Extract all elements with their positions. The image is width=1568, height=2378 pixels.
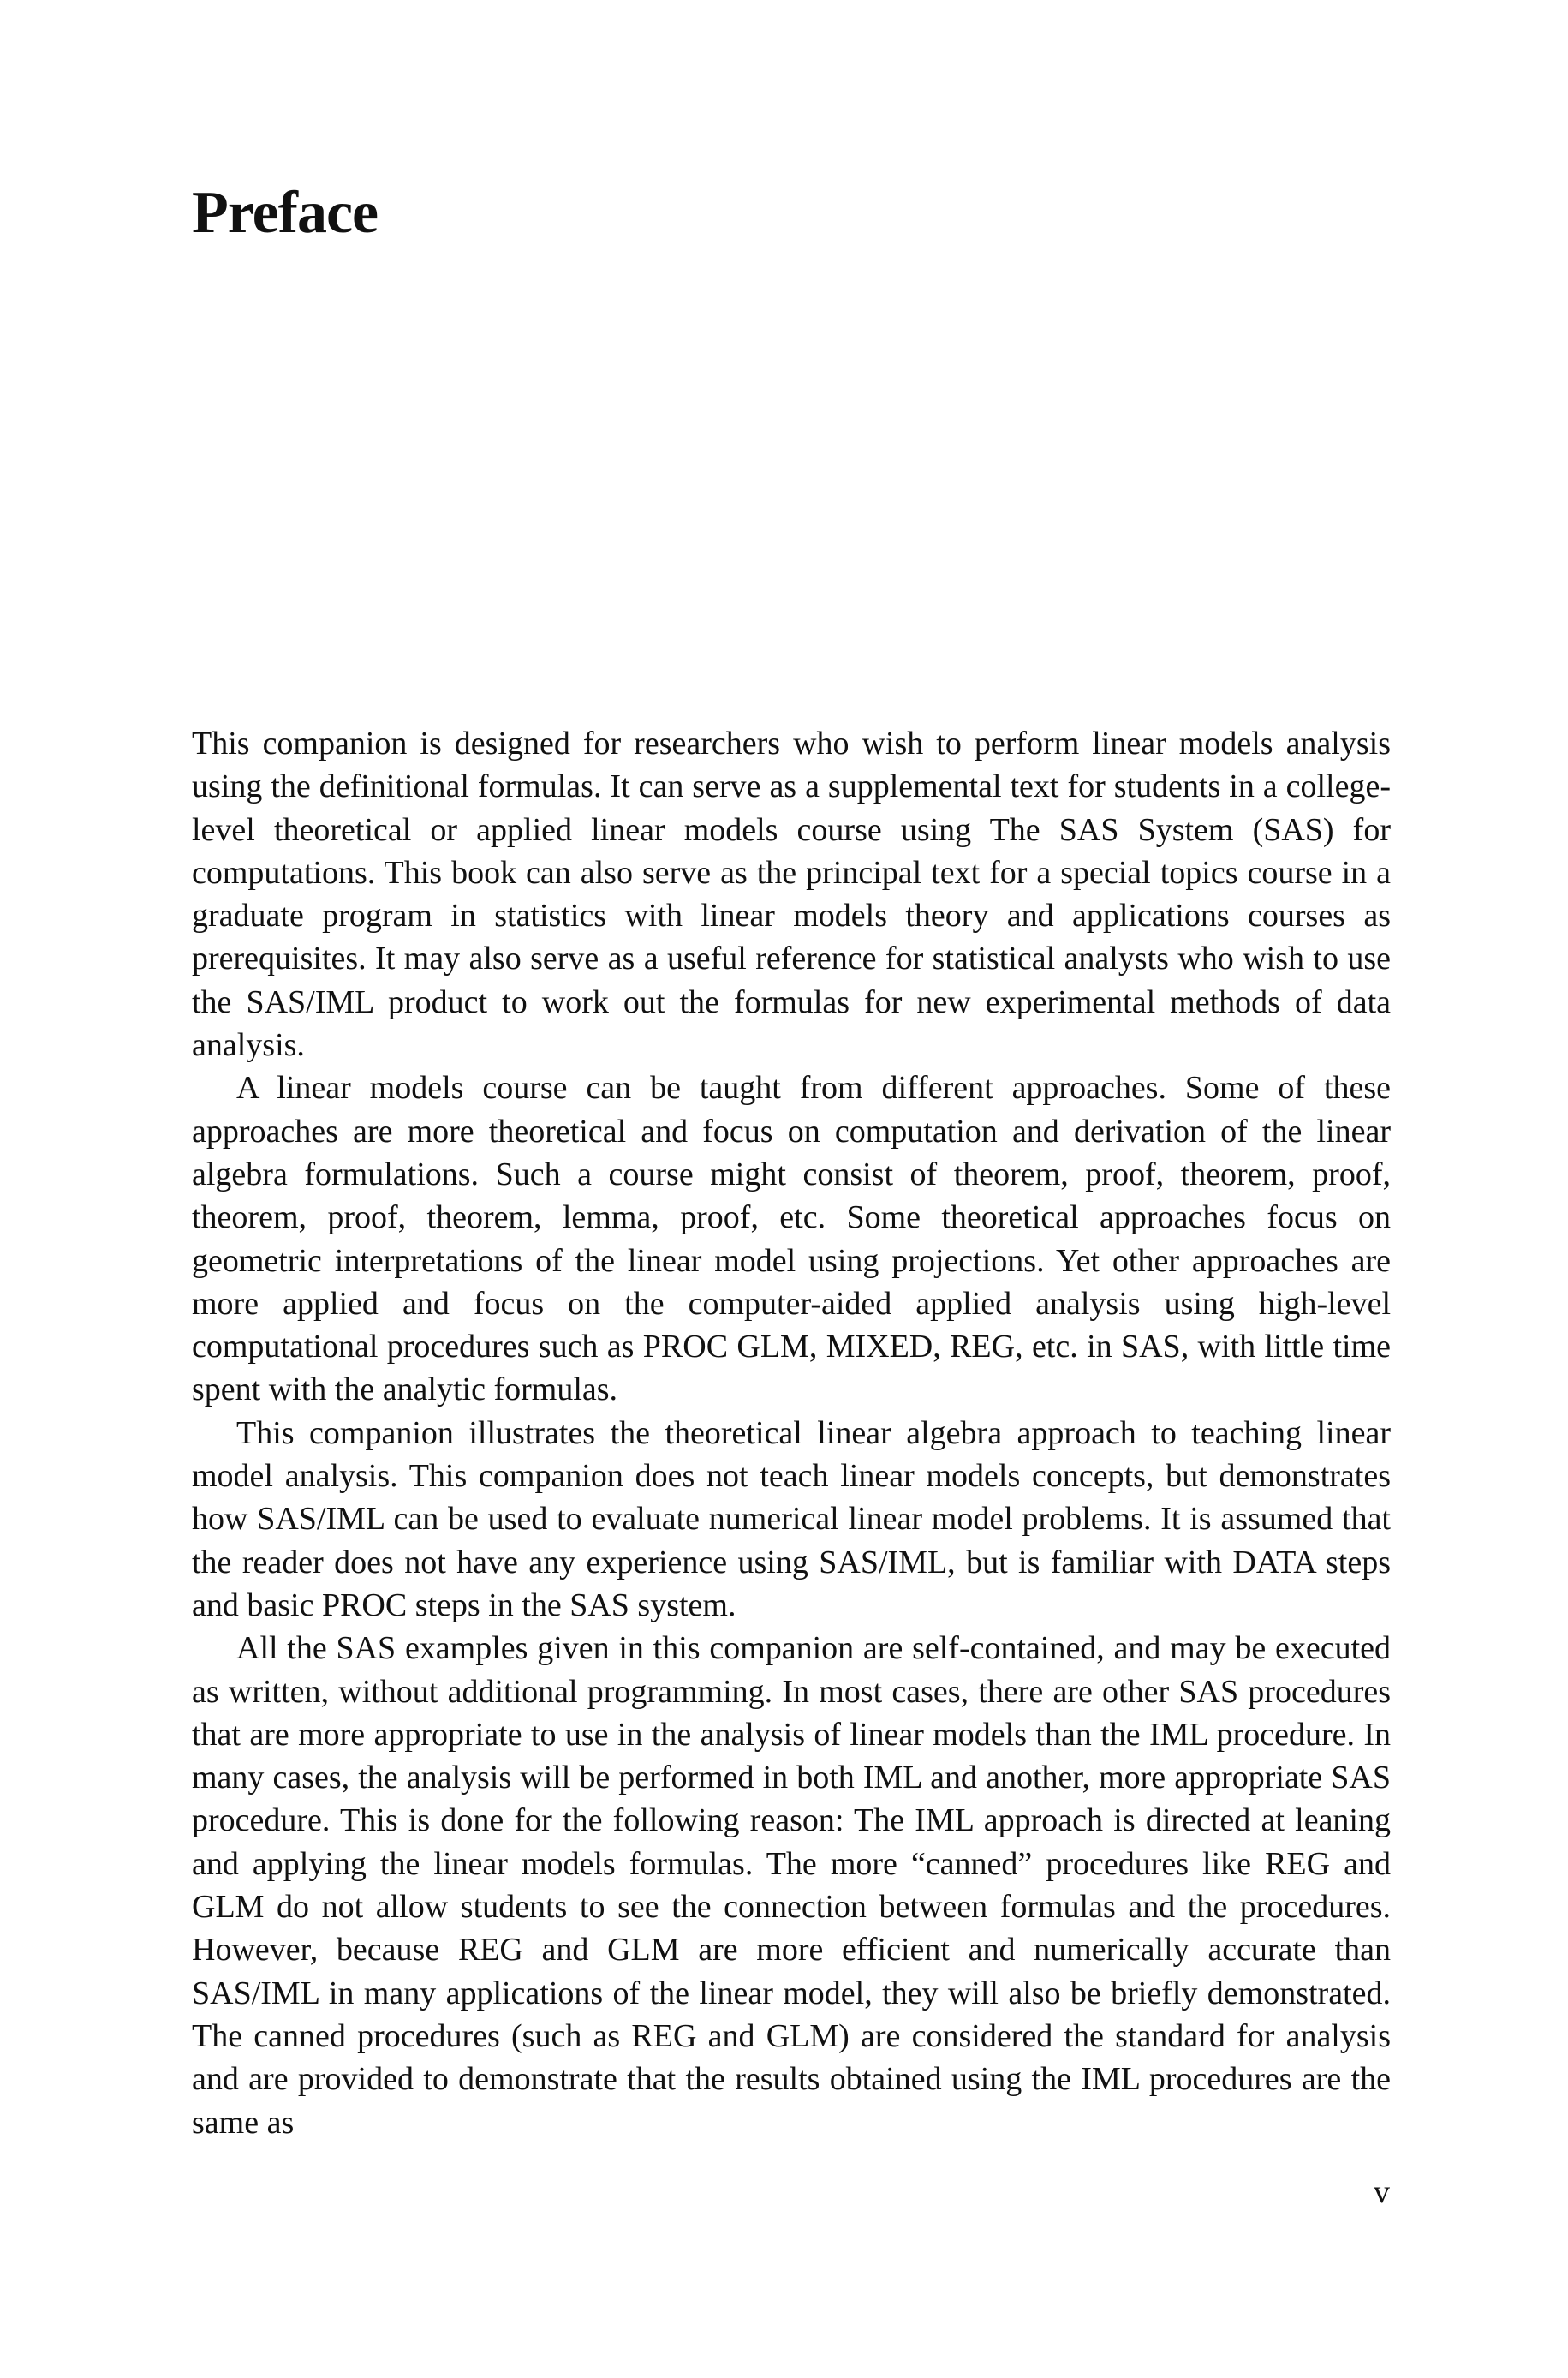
paragraph: This companion illustrates the theoretical linear algebra approach to teaching linear model analysis. This companion does not teach linear models concepts, but demonstrates how SAS/IML can be used to evaluate numerical linear model problems. It is assumed that the reader does not have any experience using SAS/IML, but is familiar with DATA steps and basic PROC steps in the SAS system. xyxy=(192,1414,1391,1623)
page-title: Preface xyxy=(192,180,379,246)
paragraph: A linear models course can be taught from different approaches. Some of these approaches are more theoretical and focus on computation and derivation of the linear algebra formulations. Such a course might consist of theorem, proof, theorem, proof, theorem, proof, theorem, lemma, proof, etc. Some theoretical approaches focus on geometric interpretations of the linear model using projections. Yet other approaches are more applied and focus on the computer-aided applied analysis using high-level computational procedures such as PROC GLM, MIXED, REG, etc. in SAS, with little time spent with the analytic formulas. xyxy=(192,1070,1391,1408)
paragraph: This companion is designed for researchers who wish to perform linear models analysis using the definitional formulas. It can serve as a supplemental text for students in a college-level theoretical or applied linear models course using The SAS System (SAS) for computations. This book can also serve as the principal text for a special topics course in a graduate program in statistics with linear models theory and applications courses as prerequisites. It may also serve as a useful reference for statistical analysts who wish to use the SAS/IML product to work out the formulas for new experimental methods of data analysis. xyxy=(192,726,1391,1064)
page-number: v xyxy=(1374,2174,1390,2210)
paragraph: All the SAS examples given in this companion are self-contained, and may be executed as written, without additional programming. In most cases, there are other SAS procedures that are more appropriate to use in the analysis of linear models than the IML procedure. In many cases, the analysis will be performed in both IML and another, more appropriate SAS procedure. This is done for the following reason: The IML approach is directed at leaning and applying the linear models formulas. The more “canned” procedures like REG and GLM do not allow students to see the connection between formulas and the procedures. However, because REG and GLM are more efficient and numerically accurate than SAS/IML in many applications of the linear model, they will also be briefly demonstrated. The canned procedures (such as REG and GLM) are considered the standard for analysis and are provided to demonstrate that the results obtained using the IML procedures are the same as xyxy=(192,1630,1391,2141)
preface-body xyxy=(192,722,1391,2144)
